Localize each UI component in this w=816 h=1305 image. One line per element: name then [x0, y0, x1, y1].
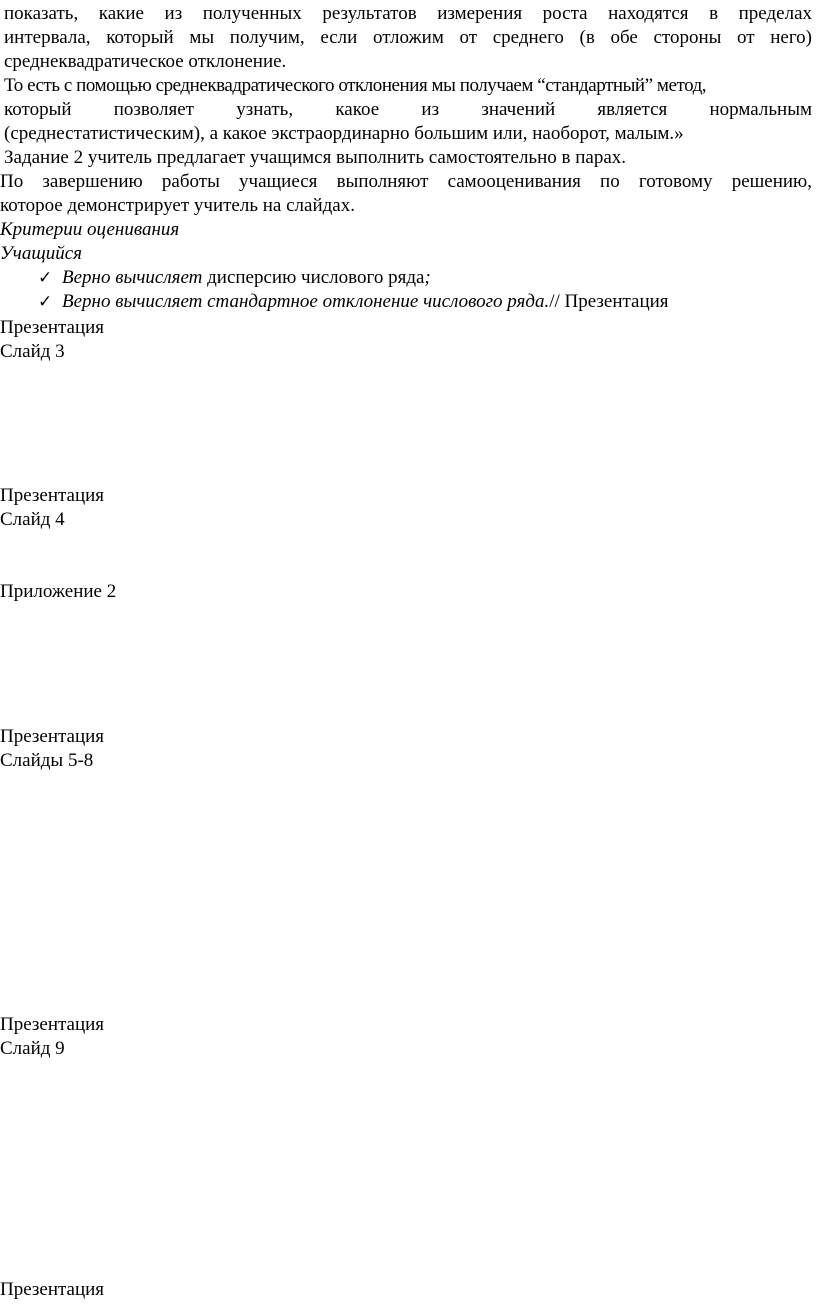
label-slide-9: Слайд 9 — [0, 1038, 65, 1059]
criteria-item-suffix: ; — [424, 267, 431, 288]
label-slide-3: Слайд 3 — [0, 341, 65, 362]
paragraph-line: интервала, который мы получим, если отложим от среднего (в обе стороны от него) — [4, 27, 812, 48]
label-slides-5-8: Слайды 5-8 — [0, 750, 94, 771]
paragraph-standard-method — [4, 74, 812, 146]
paragraph-line: По завершению работы учащиеся выполняют самооценивания по готовому решению, — [0, 171, 812, 192]
label-slide-4: Слайд 4 — [0, 509, 65, 530]
checkmark-icon: ✓ — [38, 268, 53, 288]
criteria-item — [0, 266, 816, 290]
label-presentation: Презентация — [0, 317, 105, 338]
criteria-item-italic: Верно вычисляет стандартное отклонение числового ряда. — [62, 291, 550, 312]
paragraph-line: показать, какие из полученных результатов измерения роста находятся в пределах — [4, 3, 812, 24]
criteria-item — [0, 290, 816, 314]
paragraph-line: среднеквадратическое отклонение. — [4, 51, 287, 72]
criteria-item-text: // Презентация — [549, 291, 669, 312]
paragraph-line: которое демонстрирует учитель на слайдах. — [0, 195, 355, 216]
criteria-subheading: Учащийся — [0, 243, 82, 264]
paragraph-interval-explanation — [4, 2, 812, 74]
paragraph-line: Задание 2 учитель предлагает учащимся выполнить самостоятельно в парах. — [4, 147, 627, 168]
label-appendix-2: Приложение 2 — [0, 581, 117, 602]
paragraph-line: То есть с помощью среднеквадратического отклонения мы получаем “стандартный” метод, — [4, 75, 707, 96]
label-presentation: Презентация — [0, 1014, 105, 1035]
label-presentation: Презентация — [0, 726, 105, 747]
paragraph-line: (среднестатистическим), а какое экстраординарно большим или, наоборот, малым.» — [4, 123, 684, 144]
criteria-heading: Критерии оценивания — [0, 219, 180, 240]
paragraph-line: который позволяет узнать, какое из значений является нормальным — [4, 99, 812, 120]
label-presentation: Презентация — [0, 485, 105, 506]
paragraph-task-2 — [4, 146, 812, 170]
paragraph-self-assessment — [0, 170, 812, 218]
criteria-item-italic: Верно вычисляет — [62, 267, 203, 288]
label-presentation: Презентация — [0, 1279, 105, 1300]
criteria-item-text: дисперсию числового ряда — [202, 267, 425, 288]
checkmark-icon: ✓ — [38, 292, 53, 312]
criteria-list — [0, 266, 816, 314]
